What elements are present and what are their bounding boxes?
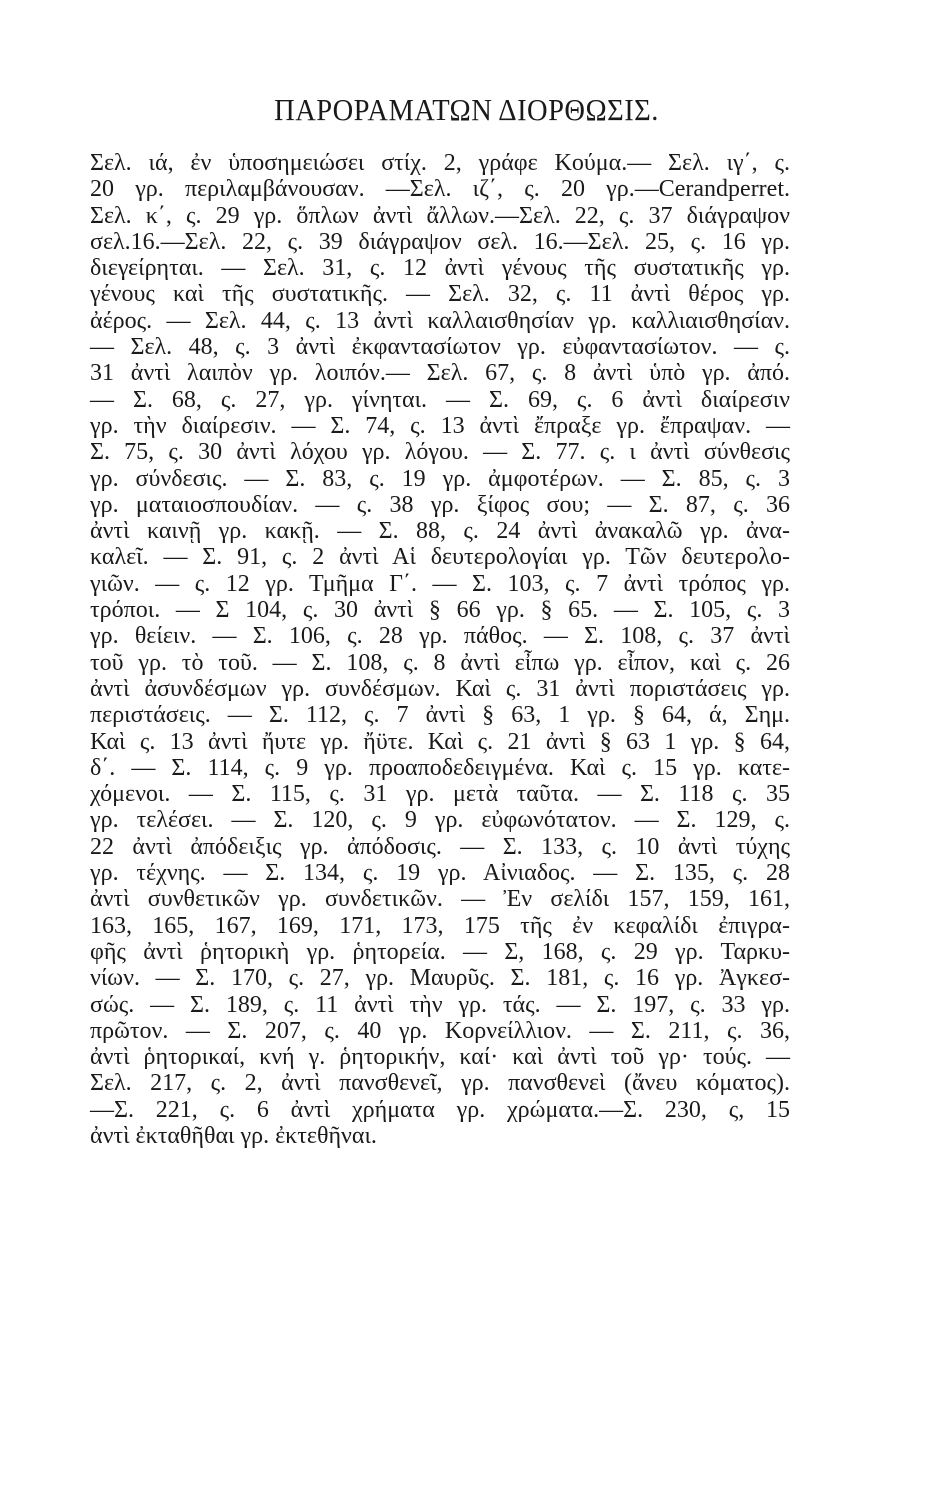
- text-line: — Σ. 68, ς. 27, γρ. γίνηται. — Σ. 69, ς. 6 ἀντὶ διαίρεσιν: [90, 386, 790, 413]
- text-line: σελ.16.—Σελ. 22, ς. 39 διάγραψον σελ. 16.—Σελ. 25, ς. 16 γρ.: [90, 228, 790, 255]
- text-line: καλεῖ. — Σ. 91, ς. 2 ἀντὶ Αἱ δευτερολογίαι γρ. Τῶν δευτερολο-: [90, 544, 790, 571]
- text-line: Σελ. κ΄, ς. 29 γρ. ὅπλων ἀντὶ ἄλλων.—Σελ. 22, ς. 37 διάγραψον: [90, 202, 790, 229]
- text-line: γρ. ματαιοσπουδίαν. — ς. 38 γρ. ξίφος σου; — Σ. 87, ς. 36: [90, 491, 790, 518]
- text-line: — Σελ. 48, ς. 3 ἀντὶ ἐκφαντασίωτον γρ. εὐφαντασίωτον. — ς.: [90, 334, 790, 361]
- text-line: χόμενοι. — Σ. 115, ς. 31 γρ. μετὰ ταῦτα. — Σ. 118 ς. 35: [90, 781, 790, 808]
- text-line: περιστάσεις. — Σ. 112, ς. 7 ἀντὶ § 63, 1 γρ. § 64, ά, Σημ.: [90, 702, 790, 729]
- text-line: ἀντὶ συνθετικῶν γρ. συνδετικῶν. — Ἐν σελίδι 157, 159, 161,: [90, 886, 790, 913]
- text-line: διεγείρηται. — Σελ. 31, ς. 12 ἀντὶ γένους τῆς συστατικῆς γρ.: [90, 255, 790, 282]
- text-line: δ΄. — Σ. 114, ς. 9 γρ. προαποδεδειγμένα. Καὶ ς. 15 γρ. κατε-: [90, 754, 790, 781]
- text-line: ἀέρος. — Σελ. 44, ς. 13 ἀντὶ καλλαισθησίαν γρ. καλλιαισθησίαν.: [90, 307, 790, 334]
- text-line: γρ. σύνδεσις. — Σ. 83, ς. 19 γρ. ἀμφοτέρων. — Σ. 85, ς. 3: [90, 465, 790, 492]
- text-line: φῆς ἀντὶ ῥητορικὴ γρ. ῥητορεία. — Σ, 168, ς. 29 γρ. Ταρκυ-: [90, 938, 790, 965]
- text-line: ἀντὶ ῥητορικαί, κνή γ. ῥητορικήν, καί· καὶ ἀντὶ τοῦ γρ· τούς. —: [90, 1044, 790, 1071]
- text-line: ἀντὶ καινῇ γρ. κακῇ. — Σ. 88, ς. 24 ἀντὶ ἀνακαλῶ γρ. ἀνα-: [90, 518, 790, 545]
- text-line: γρ. θείειν. — Σ. 106, ς. 28 γρ. πάθος. — Σ. 108, ς. 37 ἀντὶ: [90, 623, 790, 650]
- text-line: νίων. — Σ. 170, ς. 27, γρ. Μαυρῦς. Σ. 181, ς. 16 γρ. Ἀγκεσ-: [90, 965, 790, 992]
- text-line: ἀντὶ ἀσυνδέσμων γρ. συνδέσμων. Καὶ ς. 31 ἀντὶ ποριστάσεις γρ.: [90, 675, 790, 702]
- text-line: γρ. τελέσει. — Σ. 120, ς. 9 γρ. εὐφωνότατον. — Σ. 129, ς.: [90, 807, 790, 834]
- errata-text: [90, 150, 790, 1149]
- text-line: Σ. 75, ς. 30 ἀντὶ λόχου γρ. λόγου. — Σ. 77. ς. ι ἀντὶ σύνθεσις: [90, 439, 790, 466]
- text-line: —Σ. 221, ς. 6 ἀντὶ χρήματα γρ. χρώματα.—Σ. 230, ς, 15: [90, 1096, 790, 1123]
- text-line: τρόποι. — Σ 104, ς. 30 ἀντὶ § 66 γρ. § 65. — Σ. 105, ς. 3: [90, 597, 790, 624]
- text-line: γρ. τὴν διαίρεσιν. — Σ. 74, ς. 13 ἀντὶ ἔπραξε γρ. ἔπραψαν. —: [90, 412, 790, 439]
- text-line: Καὶ ς. 13 ἀντὶ ἤυτε γρ. ἤϋτε. Καὶ ς. 21 ἀντὶ § 63 1 γρ. § 64,: [90, 728, 790, 755]
- text-line: Σελ. ιά, ἐν ὑποσημειώσει στίχ. 2, γράφε Κούμα.— Σελ. ιγ΄, ς.: [90, 150, 790, 176]
- text-line: πρῶτον. — Σ. 207, ς. 40 γρ. Κορνείλλιον. — Σ. 211, ς. 36,: [90, 1017, 790, 1044]
- page-title: ΠΑΡΟΡΑΜΑΤΩΝ ΔΙΟΡΘΩΣΙΣ.: [274, 92, 659, 127]
- text-line: Σελ. 217, ς. 2, ἀντὶ πανσθενεῖ, γρ. πανσθενεὶ (ἄνευ κόματος).: [90, 1070, 790, 1097]
- text-line: τοῦ γρ. τὸ τοῦ. — Σ. 108, ς. 8 ἀντὶ εἶπω γρ. εἶπον, καὶ ς. 26: [90, 649, 790, 676]
- text-line: 22 ἀντὶ ἀπόδειξις γρ. ἀπόδοσις. — Σ. 133, ς. 10 ἀντὶ τύχης: [90, 833, 790, 860]
- text-line: γιῶν. — ς. 12 γρ. Τμῆμα Γ΄. — Σ. 103, ς. 7 ἀντὶ τρόπος γρ.: [90, 570, 790, 597]
- text-line: 163, 165, 167, 169, 171, 173, 175 τῆς ἐν κεφαλίδι ἐπιγρα-: [90, 912, 790, 939]
- text-line: σώς. — Σ. 189, ς. 11 ἀντὶ τὴν γρ. τάς. — Σ. 197, ς. 33 γρ.: [90, 991, 790, 1018]
- text-line: γρ. τέχνης. — Σ. 134, ς. 19 γρ. Αἰνιαδος. — Σ. 135, ς. 28: [90, 860, 790, 887]
- text-line: ἀντὶ ἐκταθῆθαι γρ. ἐκτεθῆναι.: [90, 1122, 377, 1149]
- text-line: γένους καὶ τῆς συστατικῆς. — Σελ. 32, ς. 11 ἀντὶ θέρος γρ.: [90, 281, 790, 308]
- text-line: 20 γρ. περιλαμβάνουσαν. —Σελ. ιζ΄, ς. 20 γρ.—Cerandperret.: [90, 176, 790, 203]
- text-line: 31 ἀντὶ λαιπὸν γρ. λοιπόν.— Σελ. 67, ς. 8 ἀντὶ ὑπὸ γρ. ἀπό.: [90, 360, 790, 387]
